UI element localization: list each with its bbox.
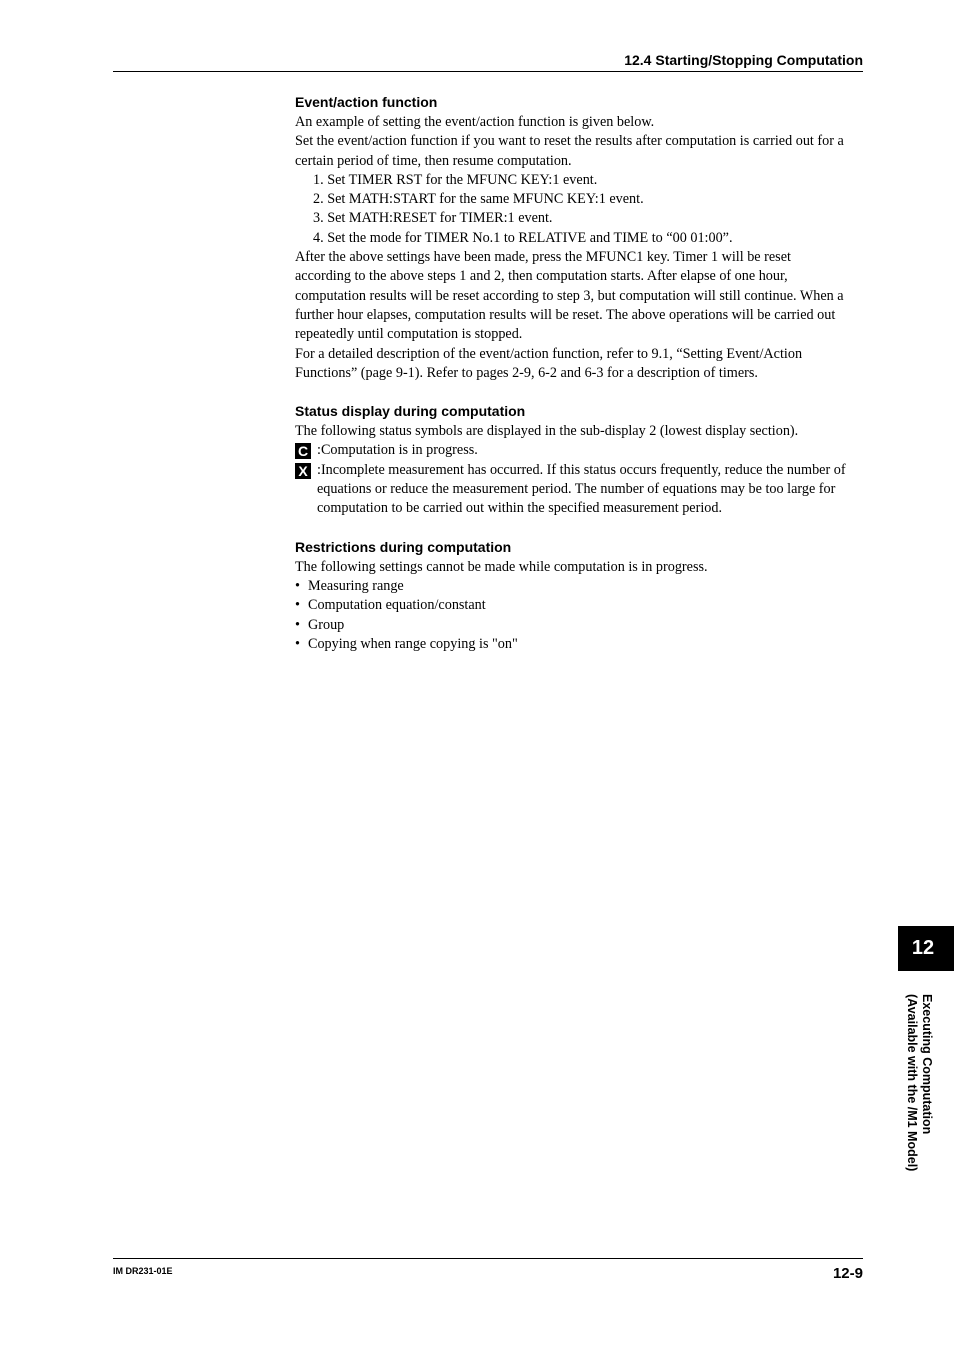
footer-rule bbox=[113, 1258, 863, 1259]
header-rule bbox=[113, 71, 863, 72]
status-description: equations or reduce the measurement period. The number of equations may be too large for bbox=[317, 481, 836, 498]
bullet-icon: • bbox=[295, 616, 300, 633]
step-item: 1. Set TIMER RST for the MFUNC KEY:1 event. bbox=[313, 171, 598, 188]
list-item bbox=[295, 635, 863, 654]
paragraph-line: The following settings cannot be made while computation is in progress. bbox=[295, 558, 708, 575]
page-number: 12-9 bbox=[832, 1265, 863, 1282]
paragraph-line: repeatedly until computation is stopped. bbox=[295, 326, 523, 343]
chapter-side-title bbox=[902, 994, 934, 1209]
status-display-heading: Status display during computation bbox=[295, 403, 526, 420]
chapter-title-line: (Available with the /M1 Model) bbox=[905, 994, 919, 1172]
restrictions-list bbox=[295, 577, 863, 654]
event-action-heading: Event/action function bbox=[295, 94, 438, 110]
status-row-computing bbox=[295, 441, 863, 460]
paragraph-line: The following status symbols are displayed in the sub-display 2 (lowest display section). bbox=[295, 423, 799, 440]
list-item bbox=[295, 616, 863, 635]
paragraph-line: computation results will be reset according to step 3, but computation will still continue. When a bbox=[295, 287, 844, 304]
chapter-tab: 12 bbox=[898, 926, 954, 971]
paragraph-line: For a detailed description of the event/action function, refer to 9.1, “Setting Event/Action bbox=[295, 345, 803, 362]
status-description: :Incomplete measurement has occurred. If this status occurs frequently, reduce the number of bbox=[317, 461, 846, 478]
list-item-text: Computation equation/constant bbox=[308, 597, 486, 614]
running-header: 12.4 Starting/Stopping Computation bbox=[624, 52, 863, 68]
event-action-section bbox=[295, 94, 863, 383]
main-content bbox=[295, 94, 863, 674]
bullet-icon: • bbox=[295, 577, 300, 594]
paragraph-line: An example of setting the event/action function is given below. bbox=[295, 114, 655, 130]
paragraph-line: Functions” (page 9-1). Refer to pages 2-9, 6-2 and 6-3 for a description of timers. bbox=[295, 364, 758, 381]
paragraph-line: according to the above steps 1 and 2, then computation starts. After elapse of one hour, bbox=[295, 268, 788, 285]
status-row-incomplete bbox=[295, 461, 863, 519]
status-description: computation to be carried out within the specified measurement period. bbox=[317, 500, 723, 517]
restrictions-section bbox=[295, 539, 863, 654]
bullet-icon: • bbox=[295, 635, 300, 652]
restrictions-heading: Restrictions during computation bbox=[295, 538, 512, 555]
list-item bbox=[295, 596, 863, 615]
bullet-icon: • bbox=[295, 597, 300, 614]
list-item-text: Copying when range copying is "on" bbox=[308, 635, 518, 652]
status-description: :Computation is in progress. bbox=[317, 442, 478, 459]
step-item: 4. Set the mode for TIMER No.1 to RELATIVE and TIME to “00 01:00”. bbox=[313, 229, 733, 246]
status-symbol-c: C bbox=[295, 443, 311, 459]
chapter-title-line: Executing Computation bbox=[920, 994, 934, 1135]
paragraph-line: certain period of time, then resume computation. bbox=[295, 152, 572, 169]
paragraph-line: further hour elapses, computation results will be reset. The above operations will be carried out bbox=[295, 306, 836, 323]
paragraph-line: Set the event/action function if you want to reset the results after computation is carried out for a bbox=[295, 133, 844, 150]
list-item bbox=[295, 577, 863, 596]
paragraph-line: After the above settings have been made, press the MFUNC1 key. Timer 1 will be reset bbox=[295, 249, 791, 266]
status-symbol-x: X bbox=[295, 463, 311, 479]
footer-doc-id: IM DR231-01E bbox=[113, 1266, 173, 1276]
list-item-text: Group bbox=[308, 616, 345, 633]
steps-list bbox=[295, 171, 863, 248]
list-item-text: Measuring range bbox=[308, 577, 404, 594]
status-display-section bbox=[295, 403, 863, 518]
step-item: 2. Set MATH:START for the same MFUNC KEY:1 event. bbox=[313, 191, 644, 208]
step-item: 3. Set MATH:RESET for TIMER:1 event. bbox=[313, 210, 553, 227]
